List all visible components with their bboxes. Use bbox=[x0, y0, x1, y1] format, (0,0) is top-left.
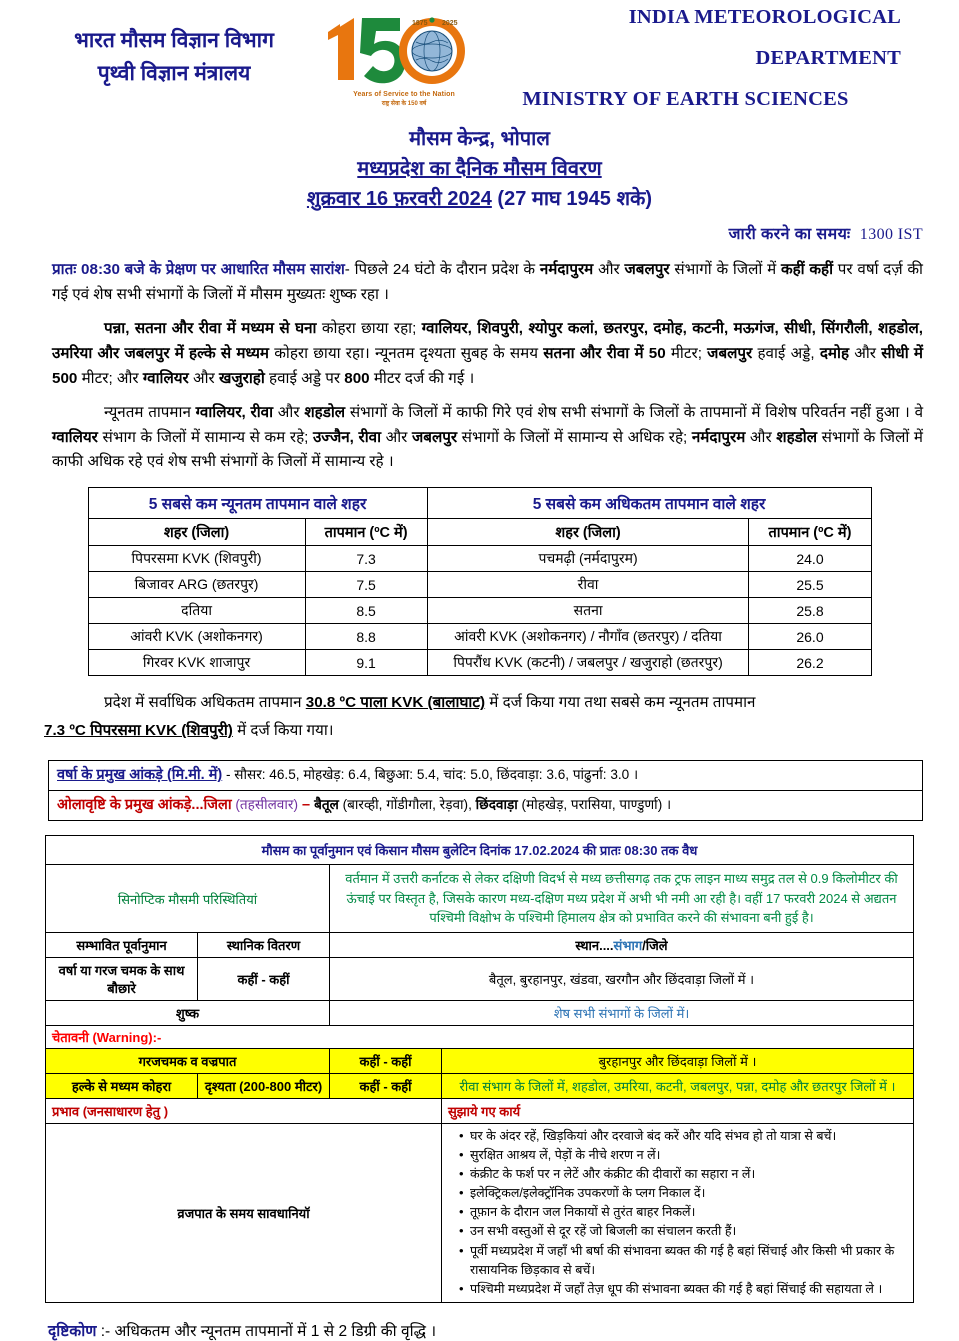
hail-tehsil-note: (तहसीलवार) bbox=[231, 797, 298, 813]
state-extreme-record-cont bbox=[44, 718, 923, 744]
record-c: में दर्ज किया गया। bbox=[232, 722, 334, 740]
forecast-header-row bbox=[46, 932, 914, 957]
visibility-50m: सतना और रीवा में 50 bbox=[543, 344, 666, 362]
action-header: सुझाये गए कार्य bbox=[442, 1098, 914, 1123]
warning-label: चेतावनी (Warning):- bbox=[46, 1025, 914, 1048]
impact-header-row bbox=[46, 1098, 914, 1123]
summary-p3-d: संभाग के जिलों में सामान्य से कम रहे; bbox=[97, 428, 313, 446]
col-header-temp-max: तापमान (ºC में) bbox=[749, 519, 871, 546]
table-row bbox=[88, 572, 871, 598]
group-header-max: 5 सबसे कम अधिकतम तापमान वाले शहर bbox=[427, 488, 871, 519]
max-temp-5: 26.2 bbox=[749, 650, 871, 676]
max-temp-1: 24.0 bbox=[749, 546, 871, 572]
bulletin-subtitle: मध्यप्रदेश का दैनिक मौसम विवरण bbox=[357, 158, 602, 180]
visibility-800m: 800 bbox=[344, 369, 370, 387]
rainfall-row bbox=[49, 761, 922, 791]
header-place-b: /जिले bbox=[642, 937, 668, 953]
imd-hindi-title bbox=[24, 25, 324, 90]
col-header-temp-min: तापमान (ºC में) bbox=[305, 519, 427, 546]
header-probable-forecast: सम्भावित पूर्वानुमान bbox=[46, 932, 198, 957]
min-temp-5: 9.1 bbox=[305, 650, 427, 676]
imd-english-line1: INDIA METEOROLOGICAL DEPARTMENT bbox=[628, 5, 901, 69]
issue-time-value: 1300 IST bbox=[859, 226, 923, 243]
forecast-table bbox=[45, 835, 914, 1303]
hail-district-chhindwara: छिंदवाड़ा bbox=[475, 797, 518, 813]
header-place-a: स्थान.... bbox=[575, 937, 614, 953]
summary-p3-b: और bbox=[273, 404, 305, 422]
col-header-city-max: शहर (जिला) bbox=[427, 519, 749, 546]
outlook-label: दृष्टिकोण bbox=[48, 1323, 97, 1341]
max-city-1: पचमढ़ी (नर्मदापुरम) bbox=[427, 546, 749, 572]
list-item: • सुरक्षित आश्रय लें, पेड़ों के नीचे शरण न लें। bbox=[459, 1146, 908, 1165]
hail-chhindwara-tehsils: (मोहखेड़, परासिया, पाण्डुर्णा) । bbox=[517, 797, 672, 813]
advisory-list-cell bbox=[442, 1123, 914, 1302]
hail-betul-tehsils: (बारव्ही, गोंडीगौला, रेड़वा), bbox=[338, 797, 476, 813]
warning-fog-type: हल्के से मध्यम कोहरा bbox=[46, 1073, 198, 1098]
min-temp-2: 7.5 bbox=[305, 572, 427, 598]
forecast-rain-places: बैतूल, बुरहानपुर, खंडवा, खरगौन और छिंदवाड़ा जिलों में । bbox=[330, 957, 914, 1000]
max-city-5: पिपरौंध KVK (कटनी) / जबलपुर / खजुराहो (छतरपुर) bbox=[427, 650, 749, 676]
header-place bbox=[330, 932, 914, 957]
airport-jabalpur: जबलपुर bbox=[707, 344, 753, 362]
table-row bbox=[88, 650, 871, 676]
header-spatial-distribution: स्थानिक वितरण bbox=[198, 932, 330, 957]
impact-content-row bbox=[46, 1123, 914, 1302]
issue-time-label: जारी करने का समयः bbox=[728, 226, 851, 243]
synoptic-label: सिनोप्टिक मौसमी परिस्थितियां bbox=[46, 865, 330, 933]
min-temp-4: 8.8 bbox=[305, 624, 427, 650]
max-city-2: रीवा bbox=[427, 572, 749, 598]
fog-moderate-places: ग्वालियर, शिवपुरी, श्योपुर कलां, छतरपुर, दमोह, कटनी, मऊगंज, सीधी, सिंगरौली, शहडोल, उमरिया और जबलपुर में हल्के से मध्यम bbox=[52, 320, 923, 362]
imd-hindi-line1: भारत मौसम विज्ञान विभाग bbox=[74, 29, 274, 53]
list-item: • उन सभी वस्तुओं से दूर रहें जो बिजली का संचालन करती हैं। bbox=[459, 1222, 908, 1241]
warning-fog-places: रीवा संभाग के जिलों में, शहडोल, उमरिया, कटनी, जबलपुर, पन्ना, दमोह और छतरपुर जिलों में । bbox=[442, 1073, 914, 1098]
state-extreme-record bbox=[52, 688, 923, 718]
extreme-temperature-table bbox=[88, 487, 872, 676]
summary-p1-d: संभागों के जिलों में bbox=[669, 261, 781, 278]
warning-thunder-type: गरजचमक व वज्रपात bbox=[46, 1048, 330, 1073]
rain-extent: कहीं कहीं bbox=[780, 261, 834, 278]
warning-label-row bbox=[46, 1025, 914, 1048]
list-item: • घर के अंदर रहें, खिड़कियां और दरवाजे बंद करें और यदि संभव हो तो यात्रा से बचें। bbox=[459, 1127, 908, 1146]
forecast-title: मौसम का पूर्वानुमान एवं किसान मौसम बुलेटिन दिनांक 17.02.2024 की प्रातः 08:30 तक वैध bbox=[46, 836, 914, 865]
summary-p1-c: और bbox=[593, 261, 625, 278]
svg-text:2025: 2025 bbox=[442, 20, 458, 27]
region-jabalpur: जबलपुर bbox=[624, 261, 670, 278]
warning-row-thunder bbox=[46, 1048, 914, 1073]
hail-sep: – bbox=[297, 797, 315, 814]
summary-p2-f: और bbox=[849, 344, 882, 362]
summary-heading: प्रातः 08:30 बजे के प्रेक्षण पर आधारित मौसम सारांश bbox=[52, 261, 345, 278]
warning-row-fog bbox=[46, 1073, 914, 1098]
forecast-row-rain bbox=[46, 957, 914, 1000]
summary-p3-c: संभागों के जिलों में काफी गिरे एवं शेष सभी संभागों के जिलों के तापमानों में विशेष परिवर्तन नहीं हुआ । वे bbox=[345, 404, 924, 422]
advisory-list bbox=[447, 1127, 908, 1299]
summary-p3-g: और bbox=[745, 428, 777, 446]
summary-paragraph-1 bbox=[52, 258, 923, 307]
min-temp-3: 8.5 bbox=[305, 598, 427, 624]
forecast-rain-distribution: कहीं - कहीं bbox=[198, 957, 330, 1000]
logo-tagline-hi: राष्ट्र सेवा के 150 वर्ष bbox=[381, 101, 427, 107]
max-temp-4: 26.0 bbox=[749, 624, 871, 650]
fog-dense-places: पन्ना, सतना और रीवा में मध्यम से घना bbox=[104, 320, 317, 338]
region-narmadapuram-2: नर्मदापुरम bbox=[691, 428, 746, 446]
place-damoh: दमोह bbox=[819, 344, 850, 362]
header-place-division: संभाग bbox=[613, 937, 643, 953]
warning-fog-distribution: कहीं - कहीं bbox=[330, 1073, 442, 1098]
forecast-dry-places: शेष सभी संभागों के जिलों में। bbox=[330, 1000, 914, 1025]
bulletin-date bbox=[0, 184, 959, 214]
table-column-header-row bbox=[88, 519, 871, 546]
summary-p2-i: हवाई अड्डे पर bbox=[264, 369, 345, 387]
synoptic-text: वर्तमान में उत्तरी कर्नाटक से लेकर दक्षिणी विदर्भ से मध्य छत्तीसगढ़ तक ट्रफ लाइन माध्य समुद्र तल से 0.9 किलोमीटर की ऊंचाई पर विस्तृत है, जिसके कारण मध्य-दक्षिण मध्य प्रदेश में अभी भी नमी आ रही है। वहीं 17 फरवरी 2024 से अद्यतन पश्चिमी विक्षोभ के पश्चिमी हिमालय क्षेत्र को प्रभावित करने की संभावना बनी हुई है। bbox=[330, 865, 914, 933]
warning-fog-visibility: दृश्यता (200-800 मीटर) bbox=[198, 1073, 330, 1098]
max-temp-3: 25.8 bbox=[749, 598, 871, 624]
summary-p2-c: कोहरा छाया रहा। न्यूनतम दृश्यता सुबह के समय bbox=[269, 344, 544, 362]
region-gwalior-2: ग्वालियर bbox=[52, 428, 98, 446]
warning-thunder-places: बुरहानपुर और छिंदवाड़ा जिलों में । bbox=[442, 1048, 914, 1073]
region-narmadapuram: नर्मदापुरम bbox=[539, 261, 594, 278]
imd-english-line2: MINISTRY OF EARTH SCIENCES bbox=[522, 87, 849, 110]
region-shahdol-2: शहडोल bbox=[776, 428, 818, 446]
min-city-3: दतिया bbox=[88, 598, 305, 624]
table-row bbox=[88, 546, 871, 572]
summary-p3-a: न्यूनतम तापमान bbox=[104, 404, 196, 422]
logo-tagline-en: Years of Service to the Nation bbox=[353, 91, 455, 98]
place-gwalior: ग्वालियर bbox=[142, 369, 189, 387]
max-temp-2: 25.5 bbox=[749, 572, 871, 598]
rainfall-values: - सौसर: 46.5, मोहखेड़: 6.4, बिछुआ: 5.4, चांद: 5.0, छिंदवाड़ा: 3.6, पांढुर्ना: 3.0 । bbox=[222, 767, 639, 783]
outlook-line bbox=[48, 1319, 923, 1341]
region-shahdol: शहडोल bbox=[304, 404, 346, 422]
min-temp-1: 7.3 bbox=[305, 546, 427, 572]
list-item: • तूफ़ान के दौरान जल निकायों से तुरंत बाहर निकलें। bbox=[459, 1203, 908, 1222]
hail-label: ओलावृष्टि के प्रमुख आंकड़े...जिला bbox=[57, 797, 232, 814]
impact-header: प्रभाव (जनसाधारण हेतु ) bbox=[46, 1098, 442, 1123]
issue-time-row bbox=[0, 214, 959, 244]
document-header bbox=[0, 0, 959, 108]
record-b: में दर्ज किया गया तथा सबसे कम न्यूनतम तापमान bbox=[485, 694, 756, 711]
min-city-4: आंवरी KVK (अशोकनगर) bbox=[88, 624, 305, 650]
rainfall-label: वर्षा के प्रमुख आंकड़े (मि.मी. में) bbox=[57, 767, 223, 784]
table-row bbox=[88, 624, 871, 650]
hail-row bbox=[49, 791, 922, 820]
forecast-rain-type: वर्षा या गरज चमक के साथ बौछारे bbox=[46, 957, 198, 1000]
imd-hindi-line2: पृथ्वी विज्ञान मंत्रालय bbox=[97, 62, 251, 85]
list-item: • इलेक्ट्रिकल/इलेक्ट्रॉनिक उपकरणों के प्लग निकाल दें। bbox=[459, 1184, 908, 1203]
record-a: प्रदेश में सर्वाधिक अधिकतम तापमान bbox=[104, 694, 306, 711]
summary-paragraph-3 bbox=[52, 401, 923, 475]
summary-p2-a: कोहरा छाया रहा; bbox=[316, 320, 422, 338]
summary-p2-d: मीटर; bbox=[665, 344, 708, 362]
place-khajuraho: खजुराहो bbox=[218, 369, 265, 387]
group-header-min: 5 सबसे कम न्यूनतम तापमान वाले शहर bbox=[88, 488, 427, 519]
bulletin-date-main: शुक्रवार 16 फ़रवरी 2024 bbox=[306, 188, 492, 210]
table-group-header-row bbox=[88, 488, 871, 519]
impact-precautions-label: व्रजपात के समय सावधानियॉ bbox=[46, 1123, 442, 1302]
summary-p2-e: हवाई अड्डे, bbox=[752, 344, 820, 362]
centre-name: मौसम केन्द्र, भोपाल bbox=[409, 128, 550, 150]
list-item: • पूर्वी मध्यप्रदेश में जहाँ भी बर्षा की संभावना ब्यक्त की गई है बहां सिंचाई और किसी भी प्रकार के रासायनिक छिड़काव से बचें। bbox=[459, 1242, 908, 1280]
regions-gwalior-rewa: ग्वालियर, रीवा bbox=[195, 404, 274, 422]
forecast-title-row bbox=[46, 836, 914, 865]
rainfall-hail-box bbox=[48, 760, 923, 821]
list-item: • कंक्रीट के फर्श पर न लेटें और कंक्रीट की दीवारों का सहारा न लें। bbox=[459, 1165, 908, 1184]
forecast-dry-type: शुष्क bbox=[46, 1000, 330, 1025]
state-min-temperature: 7.3 ºC पिपरसमा KVK (शिवपुरी) bbox=[44, 722, 233, 740]
table-row bbox=[88, 598, 871, 624]
summary-p3-e: और bbox=[381, 428, 412, 446]
summary-p1-a: - पिछले 24 घंटो के दौरान प्रदेश के bbox=[344, 261, 540, 278]
imd-150-logo bbox=[324, 6, 484, 110]
svg-text:1875: 1875 bbox=[412, 20, 428, 27]
hail-district-betul: बैतूल bbox=[314, 797, 339, 813]
outlook-text: :- अधिकतम और न्यूनतम तापमानों में 1 से 2 डिग्री की वृद्धि । bbox=[96, 1323, 437, 1341]
state-max-temperature: 30.8 ºC पाला KVK (बालाघाट) bbox=[305, 694, 486, 711]
max-city-3: सतना bbox=[427, 598, 749, 624]
min-city-2: बिजावर ARG (छतरपुर) bbox=[88, 572, 305, 598]
imd-english-title bbox=[484, 0, 935, 120]
bulletin-title-block bbox=[0, 124, 959, 214]
min-city-1: पिपरसमा KVK (शिवपुरी) bbox=[88, 546, 305, 572]
summary-p2-h: और bbox=[188, 369, 219, 387]
bulletin-date-shaka: (27 माघ 1945 शके) bbox=[491, 188, 653, 210]
summary-p1-e: पर वर्षा दर्ज़ की गई एवं शेष सभी संभागों के जिलों में मौसम मुख्यतः शुष्क रहा । bbox=[52, 261, 923, 303]
summary-paragraph-2 bbox=[52, 317, 923, 391]
forecast-row-dry bbox=[46, 1000, 914, 1025]
max-city-4: आंवरी KVK (अशोकनगर) / नौगाँव (छतरपुर) / दतिया bbox=[427, 624, 749, 650]
warning-thunder-distribution: कहीं - कहीं bbox=[330, 1048, 442, 1073]
region-jabalpur-2: जबलपुर bbox=[412, 428, 458, 446]
summary-p2-g: मीटर; और bbox=[77, 369, 143, 387]
regions-ujjain-rewa: उज्जैन, रीवा bbox=[312, 428, 382, 446]
col-header-city-min: शहर (जिला) bbox=[88, 519, 305, 546]
list-item: • पश्चिमी मध्यप्रदेश में जहाँ तेज़ धूप की संभावना ब्यक्त की गई है बहां सिंचाई की सहायता ले । bbox=[459, 1280, 908, 1299]
summary-p3-f: संभागों के जिलों में सामान्य से अधिक रहे; bbox=[457, 428, 692, 446]
min-city-5: गिरवर KVK शाजापुर bbox=[88, 650, 305, 676]
summary-p2-j: मीटर दर्ज की गई । bbox=[369, 369, 475, 387]
synoptic-row bbox=[46, 865, 914, 933]
summary-p3-h: संभागों के जिलों में काफी अधिक रहे एवं शेष सभी संभागों के जिलों में सामान्य रहे । bbox=[52, 428, 923, 471]
visibility-500m: सीधी में 500 bbox=[52, 344, 923, 387]
